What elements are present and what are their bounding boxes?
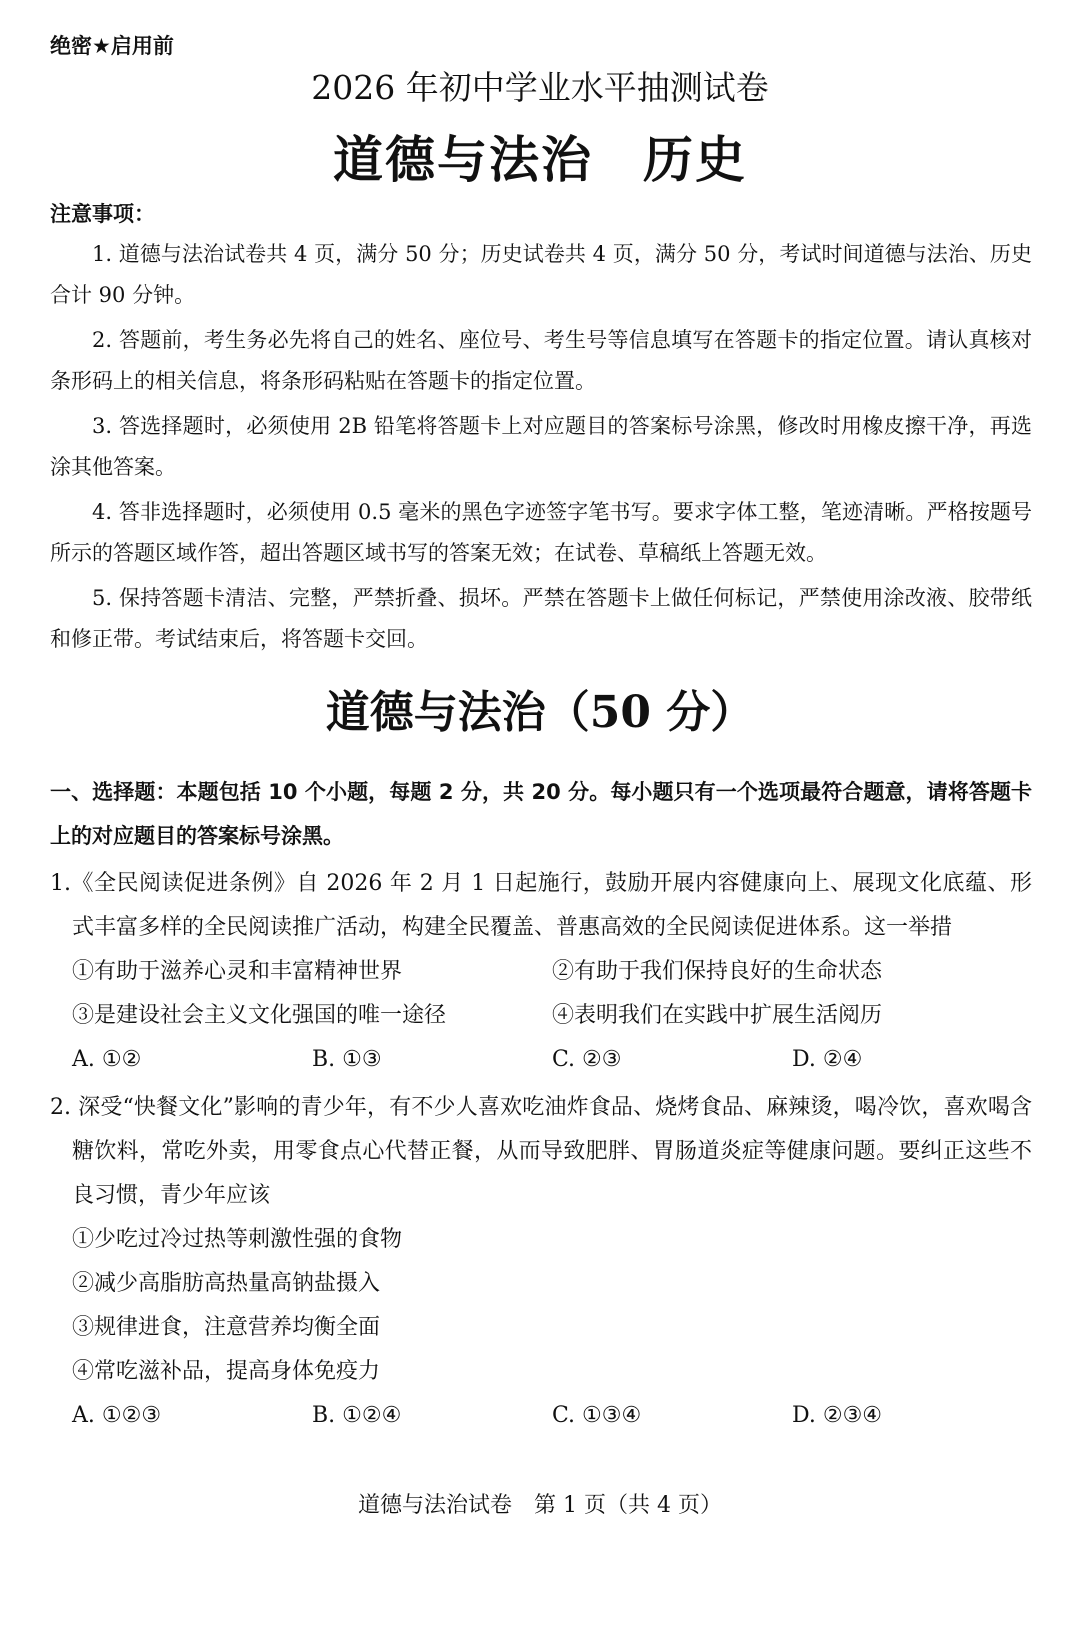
questions-area [50, 770, 1032, 1438]
choice-b: B. ①③ [312, 1047, 382, 1072]
choice-a: A. ①② [72, 1047, 142, 1072]
notice-item: 3. 答选择题时，必须使用 2B 铅笔将答题卡上对应题目的答案标号涂黑，修改时用橡皮擦干净，再选涂其他答案。 [50, 414, 1032, 479]
subject-title [0, 120, 1080, 192]
statement-item: ④常吃滋补品，提高身体免疫力 [72, 1359, 381, 1384]
notice-item: 4. 答非选择题时，必须使用 0.5 毫米的黑色字迹签字笔书写。要求字体工整，笔迹清晰。严格按题号所示的答题区域作答，超出答题区域书写的答案无效；在试卷、草稿纸上答题无效。 [50, 500, 1032, 565]
page-footer [0, 1488, 1080, 1519]
part-heading: 一、选择题：本题包括 10 个小题，每题 2 分，共 20 分。每小题只有一个选项最符合题意，请将答题卡上的对应题目的答案标号涂黑。 [50, 780, 1032, 848]
statement-item: ②减少高脂肪高热量高钠盐摄入 [72, 1271, 381, 1296]
question-1 [50, 862, 1032, 1082]
choice-c: C. ②③ [552, 1047, 622, 1072]
exam-title: 2026 年初中学业水平抽测试卷 [311, 68, 769, 107]
footer-subject: 道德与法治试卷 [358, 1493, 513, 1518]
subject-title-right: 历史 [643, 130, 747, 189]
choice-b: B. ①②④ [312, 1403, 402, 1428]
choice-d: D. ②④ [792, 1047, 863, 1072]
statement-item: ②有助于我们保持良好的生命状态 [552, 959, 883, 984]
statement-item: ①少吃过冷过热等刺激性强的食物 [72, 1227, 403, 1252]
question-stem: 2. 深受“快餐文化”影响的青少年，有不少人喜欢吃油炸食品、烧烤食品、麻辣烫，喝冷饮，喜欢喝含糖饮料，常吃外卖，用零食点心代替正餐，从而导致肥胖、胃肠道炎症等健康问题。要纠正这些不良习惯，青少年应该 [50, 1095, 1032, 1208]
section-title: 道德与法治（50 分） [325, 687, 755, 738]
question-stem: 1.《全民阅读促进条例》自 2026 年 2 月 1 日起施行，鼓励开展内容健康向上、展现文化底蕴、形式丰富多样的全民阅读推广活动，构建全民覆盖、普惠高效的全民阅读促进体系。这一举措 [50, 871, 1032, 940]
notice-item: 1. 道德与法治试卷共 4 页，满分 50 分；历史试卷共 4 页，满分 50 分，考试时间道德与法治、历史合计 90 分钟。 [50, 242, 1032, 307]
statement-list [50, 1218, 1032, 1394]
choice-list [50, 1394, 1032, 1438]
statement-item: ①有助于滋养心灵和丰富精神世界 [72, 959, 403, 984]
subject-title-left: 道德与法治 [333, 130, 593, 189]
secret-label: 绝密★启用前 [50, 34, 174, 58]
statement-item: ④表明我们在实践中扩展生活阅历 [552, 1003, 883, 1028]
notice-block [50, 198, 1032, 664]
statement-list [50, 950, 1032, 1038]
statement-item: ③规律进食，注意营养均衡全面 [72, 1315, 381, 1340]
notice-item: 2. 答题前，考生务必先将自己的姓名、座位号、考生号等信息填写在答题卡的指定位置。请认真核对条形码上的相关信息，将条形码粘贴在答题卡的指定位置。 [50, 328, 1032, 393]
footer-page-number: 第 1 页（共 4 页） [534, 1493, 722, 1518]
notice-item: 5. 保持答题卡清洁、完整，严禁折叠、损坏。严禁在答题卡上做任何标记，严禁使用涂改液、胶带纸和修正带。考试结束后，将答题卡交回。 [50, 586, 1032, 651]
choice-d: D. ②③④ [792, 1403, 883, 1428]
question-2 [50, 1086, 1032, 1438]
statement-item: ③是建设社会主义文化强国的唯一途径 [72, 1003, 447, 1028]
choice-list [50, 1038, 1032, 1082]
choice-a: A. ①②③ [72, 1403, 162, 1428]
choice-c: C. ①③④ [552, 1403, 642, 1428]
notice-title: 注意事项： [50, 202, 155, 226]
